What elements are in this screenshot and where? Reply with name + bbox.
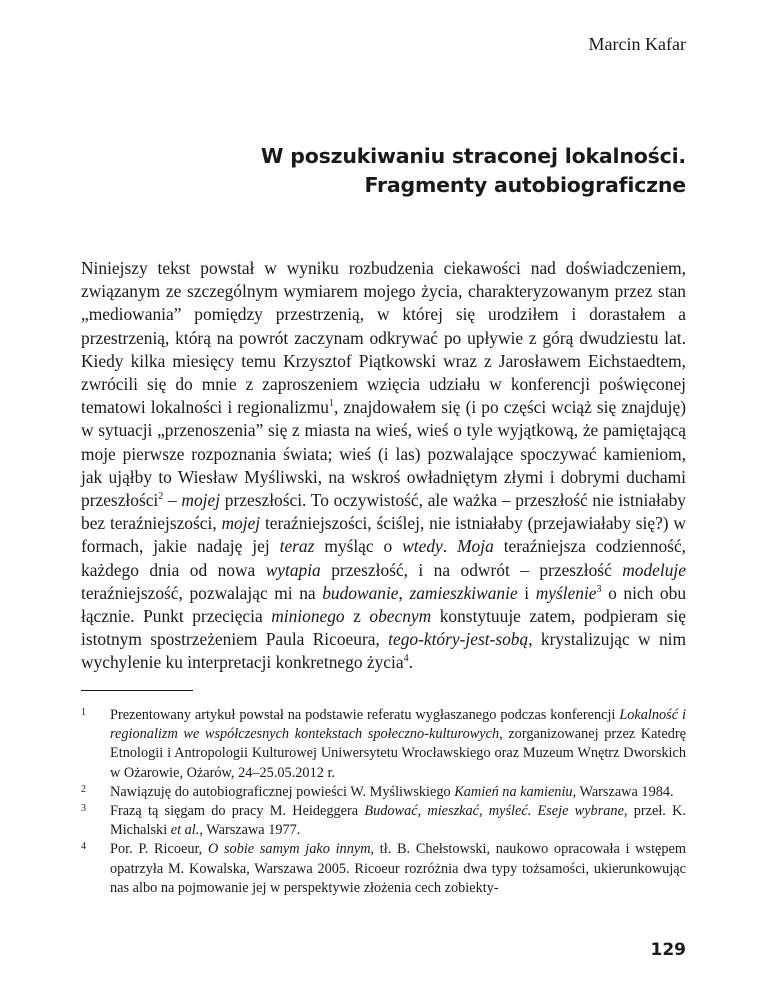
italic-run: myślenie xyxy=(535,582,597,603)
text-run: Prezentowany artykuł powstał na podstawie referatu wygłaszanego podczas konferencji xyxy=(110,707,620,723)
text-run: Nawiązuję do autobiograficznej powieści W. Myśliwskiego xyxy=(110,783,455,800)
footnote xyxy=(81,783,686,802)
text-run: o nich obu łącznie. Punkt przecięcia xyxy=(81,582,687,627)
italic-run: wytapia xyxy=(265,559,321,580)
italic-run: teraz xyxy=(279,536,315,557)
italic-run: minionego xyxy=(271,606,345,627)
text-run: , Warszawa 1984. xyxy=(572,783,674,800)
text-run: , przeł. K. Michalski xyxy=(110,803,686,839)
text-run: , zorganizowanej przez Katedrę Etnologii i Antropologii Kulturowej Uniwersytetu Wrocławskiego oraz Muzeum Wnętrz Dworskich w Ożarowie, Ożarów, 24–25.05.2012 r. xyxy=(110,726,687,781)
footnote-number: 1 xyxy=(81,707,86,718)
text-run: , znajdowałem się (i po części wciąż się znajduję) w sytuacji „przenoszenia” się z miasta na wieś, wieś o tyle wyjątkową, że pamiętającą moje pierwsze rozpoznania świata; wieś (i las) pozwalające spoczywać kamieniom, jak ująłby to Wiesław Myśliwski, na wskroś owładniętym złymi i dobrymi duchami przeszłości xyxy=(81,397,686,511)
text-run: , xyxy=(398,582,410,603)
italic-run: tego-który-jest-sobą xyxy=(388,629,529,650)
footnote xyxy=(81,802,686,840)
text-run: , Warszawa 1977. xyxy=(199,822,301,839)
italic-run: budowanie xyxy=(322,582,399,603)
running-header-author: Marcin Kafar xyxy=(588,34,686,54)
text-run: teraźniejszości, ściślej, nie istniałaby (przejawiałaby się?) w formach, jakie nadaję jej xyxy=(81,513,686,557)
text-run: , tł. B. Chełstowski, naukowo opracowała i wstępem opatrzyła M. Kowalska, Warszawa 2005. Ricoeur rozróżnia dwa typy tożsamości, ukierunkowując nas albo na pojmowanie jej w perspektywie złożenia cech zobiekty- xyxy=(110,841,686,896)
text-run: i xyxy=(517,582,536,603)
text-run: teraźniejszość, pozwalając mi na xyxy=(81,582,323,603)
chapter-title xyxy=(166,142,686,200)
paragraph xyxy=(81,257,686,675)
text-run: teraźniejsza codzienność, każdego dnia od nowa xyxy=(81,536,687,580)
text-run: Frazą tą sięgam do pracy M. Heideggera xyxy=(110,803,365,820)
italic-run: obecnym xyxy=(369,606,432,627)
footnote-ref-1: 1 xyxy=(329,398,334,410)
chapter-title-line-2: Fragmenty autobiograficzne xyxy=(364,173,686,197)
italic-run: O sobie samym jako innym xyxy=(207,841,371,858)
italic-run: mojej xyxy=(181,490,221,511)
text-run: przeszłości. To oczywistość, ale ważka – przeszłość nie istniałaby bez teraźniejszości, xyxy=(81,490,686,534)
main-paragraph xyxy=(81,257,686,675)
italic-run: et al. xyxy=(170,822,200,839)
footnote-ref-2: 2 xyxy=(158,491,164,503)
italic-run: Lokalność i regionalizm we współczesnych kontekstach społeczno-kulturowych xyxy=(110,707,686,743)
italic-run: zamieszkiwanie xyxy=(409,582,518,603)
footnote-number: 3 xyxy=(81,803,86,815)
footnote-number: 2 xyxy=(81,783,86,795)
chapter-title-line-1: W poszukiwaniu straconej lokalności. xyxy=(260,144,686,168)
text-run: – xyxy=(163,490,182,511)
italic-run: Kamień na kamieniu xyxy=(454,783,573,800)
text-run: , krystalizując w nim wychylenie ku interpretacji konkretnego życia xyxy=(81,629,686,673)
text-run: . xyxy=(442,536,458,557)
italic-run: Budować, mieszkać, myśleć. Eseje wybrane xyxy=(364,803,624,820)
text-run: przeszłość, i na odwrót – przeszłość xyxy=(320,559,623,580)
footnote-separator xyxy=(81,690,193,691)
page-number: 129 xyxy=(650,940,686,960)
footnote-ref-4: 4 xyxy=(403,653,409,665)
footnote xyxy=(81,706,686,783)
text-run: konstytuuje zatem, podpieram się istotnym spostrzeżeniem Paula Ricoeura, xyxy=(81,606,686,650)
text-run: z xyxy=(344,606,370,627)
text-run: Por. P. Ricoeur, xyxy=(110,841,208,858)
italic-run: wtedy xyxy=(402,536,443,557)
text-run: . xyxy=(408,652,413,673)
text-run: myśląc o xyxy=(314,536,403,557)
footnote-ref-3: 3 xyxy=(596,584,602,596)
footnote xyxy=(81,840,686,898)
footnote-number: 4 xyxy=(81,841,86,853)
italic-run: modeluje xyxy=(622,559,686,580)
text-run: Niniejszy tekst powstał w wyniku rozbudzenia ciekawości nad doświadczeniem, związanym ze szczególnym wymiarem mojego życia, charakteryzowanym przez stan „mediowania” pomiędzy przestrzenią, w której się urodziłem i dorastałem a przestrzenią, którą na powrót zaczynam odkrywać po upływie z górą dwudziestu lat. Kiedy kilka miesięcy temu Krzysztof Piątkowski wraz z Jarosławem Eichstaedtem, zwrócili się do mnie z zaproszeniem wzięcia udziału w konferencji poświęconej tematowi lokalności i regionalizmu xyxy=(81,258,686,418)
italic-run: Moja xyxy=(457,536,494,557)
footnotes xyxy=(81,706,686,898)
italic-run: mojej xyxy=(221,513,261,534)
